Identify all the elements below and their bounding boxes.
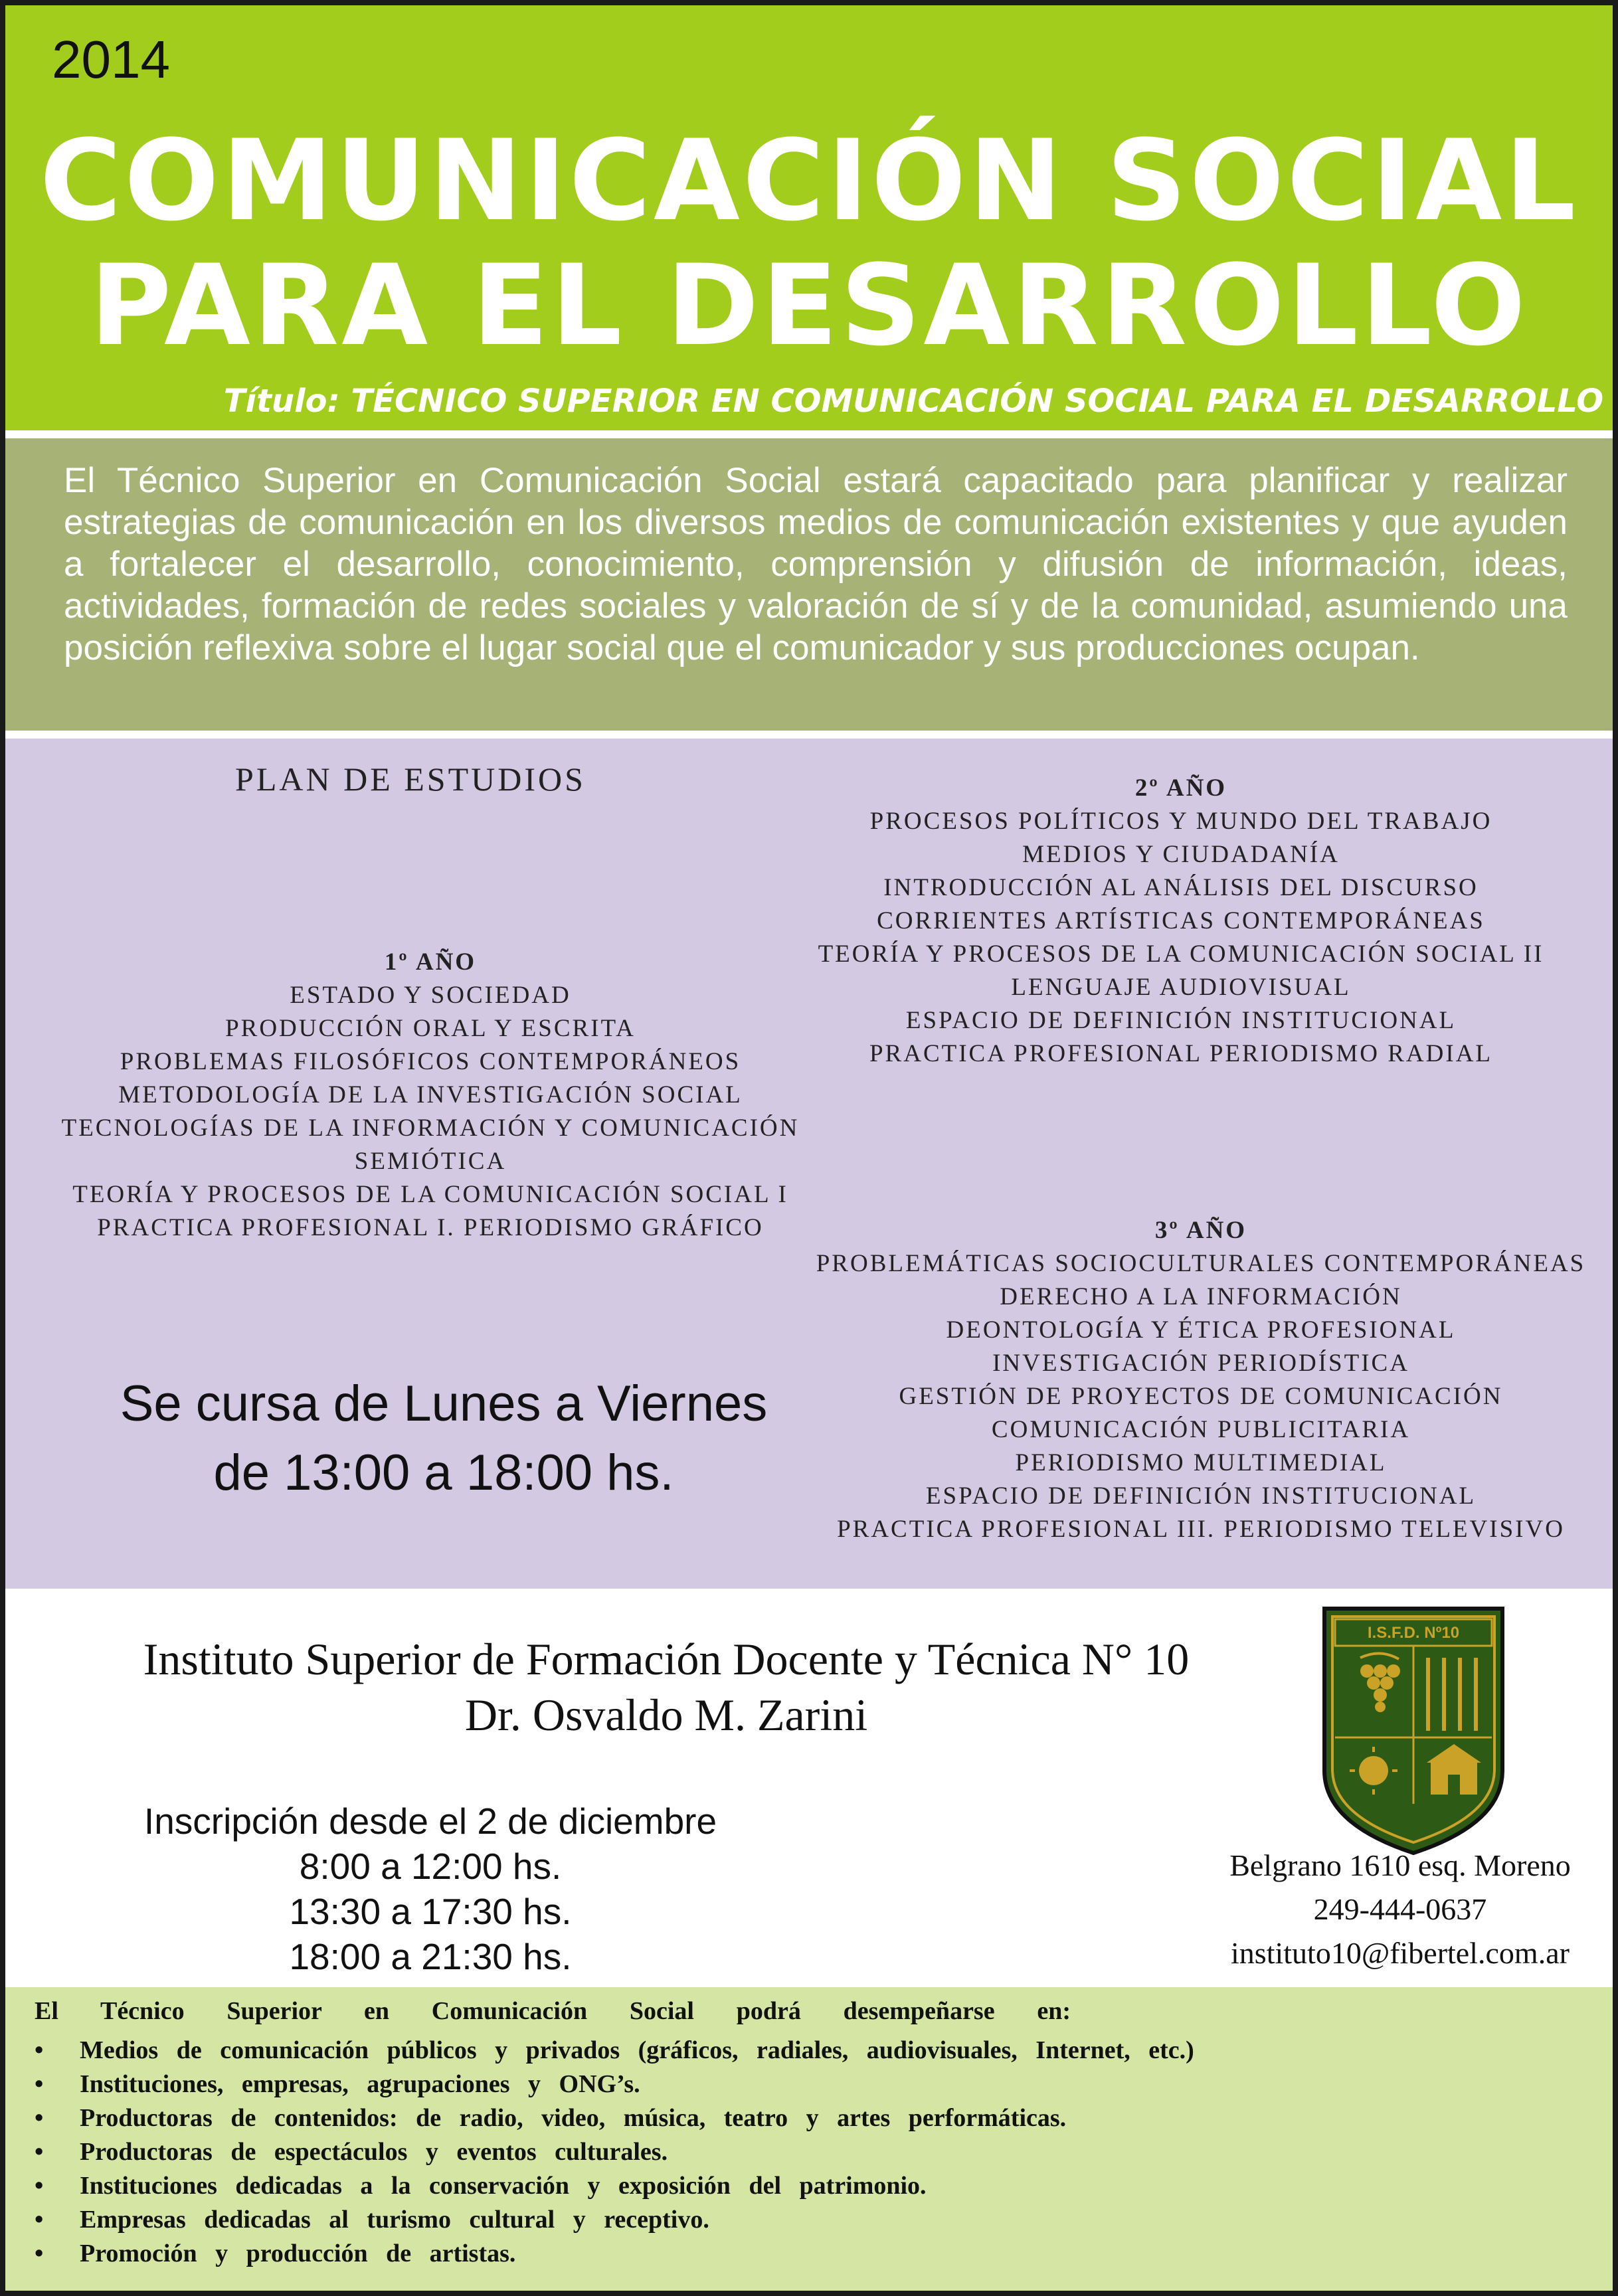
career-item-text: Empresas dedicadas al turismo cultural y receptivo. [80, 2206, 709, 2234]
course-item: PRACTICA PROFESIONAL I. PERIODISMO GRÁFICO [97, 1214, 764, 1241]
header-banner [5, 5, 1613, 430]
course-item: GESTIÓN DE PROYECTOS DE COMUNICACIÓN [899, 1383, 1503, 1410]
course-item: DERECHO A LA INFORMACIÓN [1000, 1283, 1402, 1310]
schedule-text [32, 1369, 855, 1508]
degree-subtitle [224, 383, 1603, 420]
year-label: 2014 [52, 30, 170, 89]
bullet-icon: • [35, 2240, 44, 2267]
inscription-slot: 13:30 a 17:30 hs. [289, 1891, 572, 1932]
career-item [35, 2237, 1194, 2271]
year-label: 2º AÑO [1134, 774, 1227, 802]
year-1-column [45, 946, 816, 1245]
degree-subtitle-label: Título: [223, 383, 340, 420]
main-title-line-2: PARA EL DESARROLLO [90, 240, 1528, 371]
career-item-text: Promoción y producción de artistas. [80, 2240, 516, 2267]
main-title-line-1: COMUNICACIÓN SOCIAL [39, 116, 1579, 246]
course-item: SEMIÓTICA [354, 1148, 507, 1175]
address-text: Belgrano 1610 esq. Moreno [1229, 1848, 1571, 1882]
bullet-icon: • [35, 2070, 44, 2098]
inscription-block [32, 1799, 829, 1979]
career-item [35, 2101, 1194, 2135]
career-item-text: Productoras de contenidos: de radio, video, música, teatro y artes performáticas. [80, 2104, 1067, 2132]
institute-name [5, 1631, 1327, 1743]
bullet-icon: • [35, 2104, 44, 2132]
institute-name-line-2: Dr. Osvaldo M. Zarini [464, 1690, 868, 1740]
course-item: ESTADO Y SOCIEDAD [290, 982, 571, 1009]
bullet-icon: • [35, 2206, 44, 2234]
careers-list [35, 2034, 1194, 2271]
course-item: TEORÍA Y PROCESOS DE LA COMUNICACIÓN SOCIAL II [818, 940, 1544, 968]
course-item: PROBLEMÁTICAS SOCIOCULTURALES CONTEMPORÁNEAS [816, 1250, 1586, 1277]
career-item [35, 2135, 1194, 2169]
career-item-text: Medios de comunicación públicos y privados (gráficos, radiales, audiovisuales, Internet, etc.) [80, 2036, 1194, 2064]
course-item: PERIODISMO MULTIMEDIAL [1015, 1449, 1387, 1476]
course-item: PROBLEMAS FILOSÓFICOS CONTEMPORÁNEOS [120, 1048, 741, 1075]
plan-section [5, 739, 1613, 1589]
plan-title: PLAN DE ESTUDIOS [235, 760, 586, 798]
career-item [35, 2068, 1194, 2101]
course-item: TECNOLOGÍAS DE LA INFORMACIÓN Y COMUNICACIÓN [61, 1114, 800, 1142]
contact-block [1188, 1844, 1613, 1975]
careers-title: El Técnico Superior en Comunicación Social podrá desempeñarse en: [35, 1997, 1071, 2025]
schedule-line-1: Se cursa de Lunes a Viernes [120, 1375, 768, 1432]
course-item: INTRODUCCIÓN AL ANÁLISIS DEL DISCURSO [883, 874, 1479, 901]
course-item: CORRIENTES ARTÍSTICAS CONTEMPORÁNEAS [877, 907, 1485, 934]
shield-text: I.S.F.D. Nº10 [1367, 1624, 1460, 1642]
course-item: PRACTICA PROFESIONAL PERIODISMO RADIAL [869, 1040, 1493, 1067]
course-item: ESPACIO DE DEFINICIÓN INSTITUCIONAL [925, 1482, 1477, 1510]
bullet-icon: • [35, 2172, 44, 2200]
course-item: ESPACIO DE DEFINICIÓN INSTITUCIONAL [905, 1007, 1457, 1034]
career-item [35, 2203, 1194, 2237]
career-item-text: Instituciones dedicadas a la conservación y exposición del patrimonio. [80, 2172, 927, 2200]
year-3-column [789, 1214, 1613, 1546]
institute-section [5, 1597, 1613, 1979]
course-item: PRACTICA PROFESIONAL III. PERIODISMO TELEVISIVO [837, 1516, 1565, 1543]
institute-shield-logo [1320, 1605, 1506, 1857]
career-item-text: Productoras de espectáculos y eventos culturales. [80, 2138, 668, 2166]
email-link[interactable]: instituto10@fibertel.com.ar [1231, 1936, 1570, 1970]
bullet-icon: • [35, 2036, 44, 2064]
career-item [35, 2169, 1194, 2203]
inscription-slot: 18:00 a 21:30 hs. [289, 1936, 572, 1977]
degree-subtitle-text: TÉCNICO SUPERIOR EN COMUNICACIÓN SOCIAL PARA EL DESARROLLO [351, 383, 1603, 420]
description-text: El Técnico Superior en Comunicación Social estará capacitado para planificar y realizar estrategias de comunicación en los diversos medios de comunicación existentes y que ayuden a fortalecer el desarrollo, conocimiento, comprensión y difusión de información, ideas, actividades, formación de redes sociales y valoración de sí y de la comunidad, asumiendo una posición reflexiva sobre el lugar social que el comunicador y sus producciones ocupan. [64, 461, 1568, 667]
course-item: COMUNICACIÓN PUBLICITARIA [991, 1416, 1411, 1443]
description-section [5, 438, 1613, 731]
year-2-column [789, 772, 1573, 1071]
course-item: PRODUCCIÓN ORAL Y ESCRITA [225, 1015, 636, 1042]
course-item: TEORÍA Y PROCESOS DE LA COMUNICACIÓN SOCIAL I [72, 1181, 788, 1208]
career-item-text: Instituciones, empresas, agrupaciones y ONG’s. [80, 2070, 640, 2098]
inscription-slot: 8:00 a 12:00 hs. [299, 1846, 562, 1887]
careers-section [5, 1987, 1613, 2296]
schedule-line-2: de 13:00 a 18:00 hs. [213, 1445, 674, 1501]
course-item: LENGUAJE AUDIOVISUAL [1011, 974, 1351, 1001]
institute-name-line-1: Instituto Superior de Formación Docente y Técnica N° 10 [143, 1634, 1190, 1684]
year-label: 3º AÑO [1154, 1217, 1247, 1244]
phone-text: 249-444-0637 [1313, 1892, 1487, 1926]
year-label: 1º AÑO [384, 948, 477, 976]
inscription-title: Inscripción desde el 2 de diciembre [143, 1801, 717, 1842]
course-item: DEONTOLOGÍA Y ÉTICA PROFESIONAL [946, 1316, 1456, 1344]
course-item: INVESTIGACIÓN PERIODÍSTICA [992, 1350, 1409, 1377]
bullet-icon: • [35, 2138, 44, 2166]
course-item: MEDIOS Y CIUDADANÍA [1022, 841, 1340, 868]
course-item: PROCESOS POLÍTICOS Y MUNDO DEL TRABAJO [869, 808, 1492, 835]
course-item: METODOLOGÍA DE LA INVESTIGACIÓN SOCIAL [118, 1081, 743, 1108]
career-item [35, 2034, 1194, 2068]
